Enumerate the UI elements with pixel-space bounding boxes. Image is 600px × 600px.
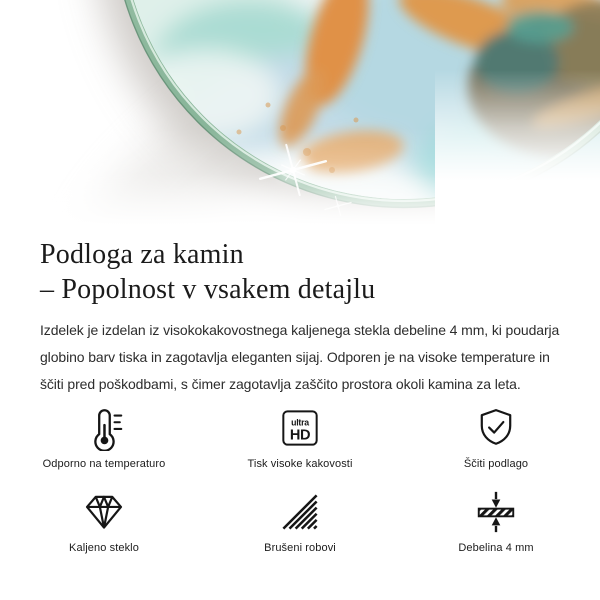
feature-item-tempered-glass	[10, 487, 198, 555]
page-title	[40, 237, 564, 307]
shield-check-icon	[474, 403, 518, 453]
feature-item-thickness	[402, 487, 590, 555]
feature-grid	[10, 403, 590, 555]
page-title-line1: Podloga za kamin	[40, 239, 244, 270]
ultra-hd-icon	[280, 403, 320, 453]
ultra-hd-icon-text-bottom: HD	[289, 427, 311, 444]
feature-label: Odporno na temperaturo	[42, 458, 166, 470]
ultra-hd-icon-text-top: ultra	[291, 417, 309, 428]
feature-label: Brušeni robovi	[264, 542, 336, 554]
product-photo	[0, 0, 600, 232]
feature-label: Tisk visoke kakovosti	[247, 458, 353, 470]
page-title-line2: – Popolnost v vsakem detajlu	[40, 274, 376, 305]
feature-item-brushed-edges	[206, 487, 394, 555]
thermometer-icon	[81, 403, 127, 453]
glass-panel-image	[0, 0, 600, 232]
product-description-block	[0, 237, 600, 398]
diamond-icon	[82, 487, 126, 537]
product-description: Izdelek je izdelan iz visokokakovostnega kaljenega stekla debeline 4 mm, ki poudarja globino barv tiska in zagotavlja eleganten sijaj. Odporen je na visoke temperature in ščiti pred poškodbami, s čimer zagotavlja zaščito prostora okoli kamina za leta.	[40, 322, 560, 392]
feature-label: Kaljeno steklo	[69, 542, 139, 554]
brushed-edges-icon	[279, 487, 321, 537]
feature-item-print-quality	[206, 403, 394, 471]
feature-item-protects	[402, 403, 590, 471]
thickness-icon	[473, 487, 519, 537]
feature-label: Ščiti podlago	[463, 458, 529, 470]
feature-label: Debelina 4 mm	[458, 542, 534, 554]
feature-item-temperature	[10, 403, 198, 471]
